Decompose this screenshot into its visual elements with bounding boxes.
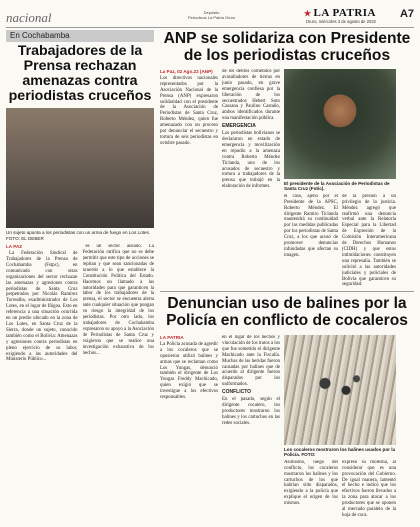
body-text: La Federación Sindical de Trabajadores de la Prensa de Cochabamba (Fstpc), en comunicado con otras organizaciones del sector rechazan las amenazas y agresiones contra periodistas de Santa Cruz perpetrados por Nicolás Ramírez Torrealba, exadministrador de Los Lotes, en el lugar de Iñigoa. Esto en referencia a una situación ocurrida en un predio ubicado en la zona de Los Lotes, en Santa Cruz de la Sierra, donde un sujeto, conocido también como el Bolivia: Amenazas y agresiones contra periodistas en pleno ejercicio de su labor, exigiendo a las autoridades del Ministerio Público... (6, 251, 78, 363)
article-anp (160, 30, 414, 288)
article-headline: ANP se solidariza con Presidente de los periodistas cruceños (163, 30, 411, 64)
body-column-1 (160, 69, 218, 288)
newspaper-logo: ★ LA PATRIA (303, 7, 376, 19)
body-text: es un sector aislado. La Federación ratifica que no se debe permitir que este tipo de acciones se repitan y que sean sancionadas de acuerdo a lo que establece la Constitución Política del Estado. Hacemos un llamado a las autoridades para que garanticen la labor de los trabajadores de la prensa, el sector se encuentra alerta ante cualquier situación que pongan en riesgo la integridad de los periodistas. Por otro lado, los trabajadores de Cochabamba expresaron su apoyo a la Asociación de Periodistas de Santa Cruz y exigieron que se realice una investigación exhaustiva de los hechos... (82, 244, 154, 356)
body-column-3: Asimismo, luego del conflicto, los cocaleros mostraron los balines y los cartuchos de los que habrían sido disparados, exigiendo a la policía que explique el origen de los mismos. (284, 459, 338, 507)
photo-caption: Los cocaleros mostraron los balines usados por la Policía. FOTO: (284, 447, 396, 458)
photo-caption: El presidente de la Asociación de Periodistas de Santa Cruz (Fotic). (284, 181, 390, 192)
body-column-1 (160, 335, 218, 519)
page-number: A7 (399, 8, 414, 20)
body-column-4: de la presión a un privilegio de la justicia. Méndez agregó que reafirmó una denuncia verbal ante la Relatoría Especial para la Libertad de Expresión de la Comisión Interamericana de Derechos Humanos (CIDH) y que estos intimidaciones constituyen una represalia. También se solicitó a las autoridades judiciales y policiales de Bolivia que garanticen su seguridad. (342, 193, 396, 288)
body-text: La Policía acusada de agredir a los cocaleros que se opusieron utilizó balines y armas que se reclaman como Los Yungas, denunció también el dirigente de Los Yungas Freddy Machicado, quien exigió que se investigue a los efectivos responsables. (160, 341, 218, 401)
dateline: LA PATRIA (160, 335, 184, 340)
article-kicker: En Cochabamba (6, 30, 154, 42)
subheading: EMERGENCIA (222, 123, 256, 130)
lower-columns (284, 194, 396, 289)
body-column-1 (6, 244, 78, 364)
photo-caption: Un sujeto apunta a los periodistas con un arma de fuego en Los Lotes. FOTO: EL DEBER (6, 230, 151, 241)
subheading: CONFLICTO (222, 389, 252, 396)
body-column-2 (222, 69, 280, 288)
body-column-4: expresó su molestia, al considerar que es una provocación del Gobierno. De igual manera, lamentó el hecho e indicó que los efectivos fueron llevados a la zona para atacar a los productores que se oponen al mercado paralelo de la hoja de coca. (342, 459, 396, 518)
body-column-3: el caso, ajeno por el Presidente de la APSC, Roberto Méndez. El dirigente Ramiro Ticlanda mantendrá su continuidad por las medidas publicadas por los periodistas de Santa Cruz, a los que acusó de promover denuncias infundadas que afectan su imagen. (284, 193, 338, 258)
body-text: en el lugar de los hechos y vinculación de los tratos a los que fue sometido el dirigente Machicado ante la Fiscalía. Muchas de las heridas fueron causadas por balines que de acuerdo al dirigente fueron disparados por los uniformados. (222, 335, 280, 388)
photo-and-columns (284, 335, 396, 519)
page-header (6, 6, 414, 28)
dateline: La Paz, 02 Ago.22 (ANP) (160, 69, 213, 74)
body-column-2 (222, 335, 280, 519)
body-text: de los delitos cometidos por avasalladores de tierras en junio pasado, en grave emergencia confiesa por la liberación de los secuestrados Hebert Soto Cassana y Paulino Castaño, ambos identificados durante una manifestación pública. (222, 69, 280, 122)
article-photo (6, 108, 154, 228)
star-icon: ★ (303, 9, 312, 18)
body-text: Los periodistas bolivianos se declararon en estado de emergencia y movilización en repudio a la amenaza contra Roberto Méndez Ticlanda, uno de los acusados de secuestro y tortura a trabajadores de la prensa que trabajó en la elaboración de informes. (222, 131, 280, 190)
balines-photo (284, 335, 396, 445)
article-headline: Trabajadores de la Prensa rechazan amenazas contra periodistas cruceños (8, 43, 152, 104)
photo-and-columns (284, 69, 396, 288)
issue-date: Oruro, miércoles 3 de agosto de 2022 (305, 19, 376, 24)
dateline: LA PAZ (6, 244, 23, 250)
article-body (160, 335, 414, 519)
section-name: nacional (6, 10, 52, 25)
article-headline: Denuncian uso de balines por la Policía en conflicto de cocaleros (166, 295, 408, 329)
article-cochabamba (6, 30, 154, 522)
body-text: Los directivos nacionales representados por la Asociación Nacional de la Prensa (ANP) expresaron solidaridad con el presidente de la Asociación de Periodistas de Santa Cruz, Roberto Méndez, quien fue amenazado con un proceso por denunciar el secuestro y tortura de seis periodistas en octubre pasado. (160, 75, 218, 146)
body-text: En el pasado, según el dirigente cocalero, los productores mostraron los balines y los cartuchos en las redes sociales. (222, 397, 280, 426)
portrait-photo (284, 69, 396, 179)
body-column-2 (83, 244, 155, 364)
lower-columns (284, 460, 396, 519)
article-body (160, 69, 414, 288)
article-body (6, 244, 154, 364)
deposito-note: Depósito Periodicos La Patria Oruro (188, 10, 236, 20)
article-balines (160, 291, 414, 521)
